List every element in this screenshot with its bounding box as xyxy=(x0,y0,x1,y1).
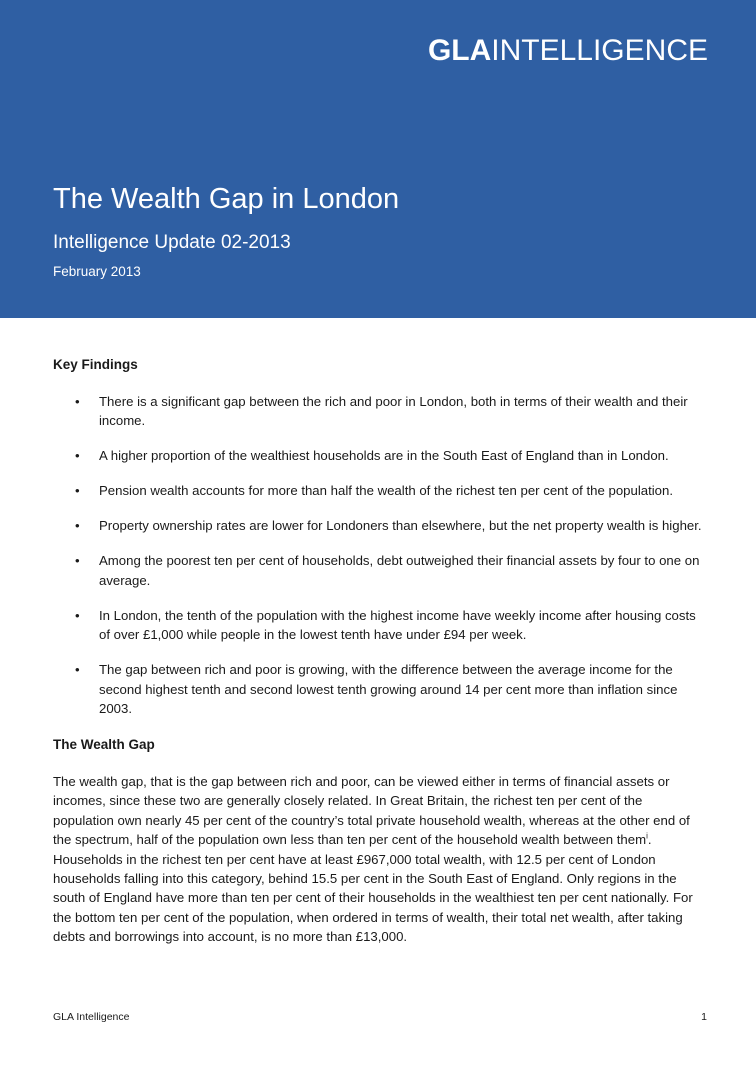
wealth-gap-heading: The Wealth Gap xyxy=(53,737,155,753)
logo-bold-text: GLA xyxy=(427,34,492,67)
logo-light-text: INTELLIGENCE xyxy=(491,34,708,67)
paragraph-text-part1: The wealth gap, that is the gap between rich and poor, can be viewed either in terms of financial assets or incomes, since these two are generally closely related. In Great Britain, the richest ten per cent of the population own nearly 45 per cent of the country’s total private household wealth, whereas at the other end of the spectrum, half of the population own less than ten per cent of the household wealth between them xyxy=(53,774,690,848)
document-title: The Wealth Gap in London xyxy=(53,183,400,215)
finding-text: In London, the tenth of the population with the highest income have weekly income after housing costs of over £1,000 while people in the lowest tenth have under £94 per week. xyxy=(99,607,696,643)
finding-text: A higher proportion of the wealthiest households are in the South East of England than in London. xyxy=(99,448,669,464)
document-subtitle: Intelligence Update 02-2013 xyxy=(53,232,291,253)
finding-text: There is a significant gap between the rich and poor in London, both in terms of their wealth and their income. xyxy=(99,394,688,429)
list-item xyxy=(53,516,705,535)
bullet-icon: • xyxy=(75,553,80,569)
list-item xyxy=(53,660,705,718)
document-body xyxy=(53,354,705,947)
wealth-gap-paragraph xyxy=(53,772,705,947)
list-item xyxy=(53,446,705,465)
list-item xyxy=(53,551,705,590)
bullet-icon: • xyxy=(75,448,80,464)
bullet-icon: • xyxy=(75,607,80,623)
finding-text: Among the poorest ten per cent of households, debt outweighed their financial assets by four to one on average. xyxy=(99,553,700,588)
document-date: February 2013 xyxy=(53,264,141,279)
bullet-icon: • xyxy=(75,483,80,499)
bullet-icon: • xyxy=(75,662,80,678)
key-findings-list xyxy=(53,392,705,718)
finding-text: Pension wealth accounts for more than half the wealth of the richest ten per cent of the population. xyxy=(99,483,674,499)
bullet-icon: • xyxy=(75,518,80,534)
page-number: 1 xyxy=(701,1011,707,1023)
paragraph-text-part2: . Households in the richest ten per cent have at least £967,000 total wealth, with 12.5 per cent of London households falling into this category, behind 15.5 per cent in the South East of England. Only regions in the south of England have more than ten per cent of their households in the wealthiest ten per cent nationally. For the bottom ten per cent of the population, when ordered in terms of wealth, their total net wealth, after taking debts and borrowings into account, is no more than £13,000. xyxy=(53,832,693,945)
bullet-icon: • xyxy=(75,394,80,409)
footnote-marker[interactable]: i xyxy=(646,831,648,841)
finding-text: Property ownership rates are lower for Londoners than elsewhere, but the net property wealth is higher. xyxy=(99,518,702,534)
footer-org-name: GLA Intelligence xyxy=(53,1011,130,1023)
finding-text: The gap between rich and poor is growing, with the difference between the average income for the second highest tenth and second lowest tenth growing around 14 per cent more than inflation since 2003. xyxy=(99,662,678,717)
list-item xyxy=(53,392,705,431)
list-item xyxy=(53,481,705,500)
gla-intelligence-logo xyxy=(428,34,708,68)
key-findings-heading: Key Findings xyxy=(53,357,138,372)
list-item xyxy=(53,606,705,645)
header-banner xyxy=(0,0,756,318)
